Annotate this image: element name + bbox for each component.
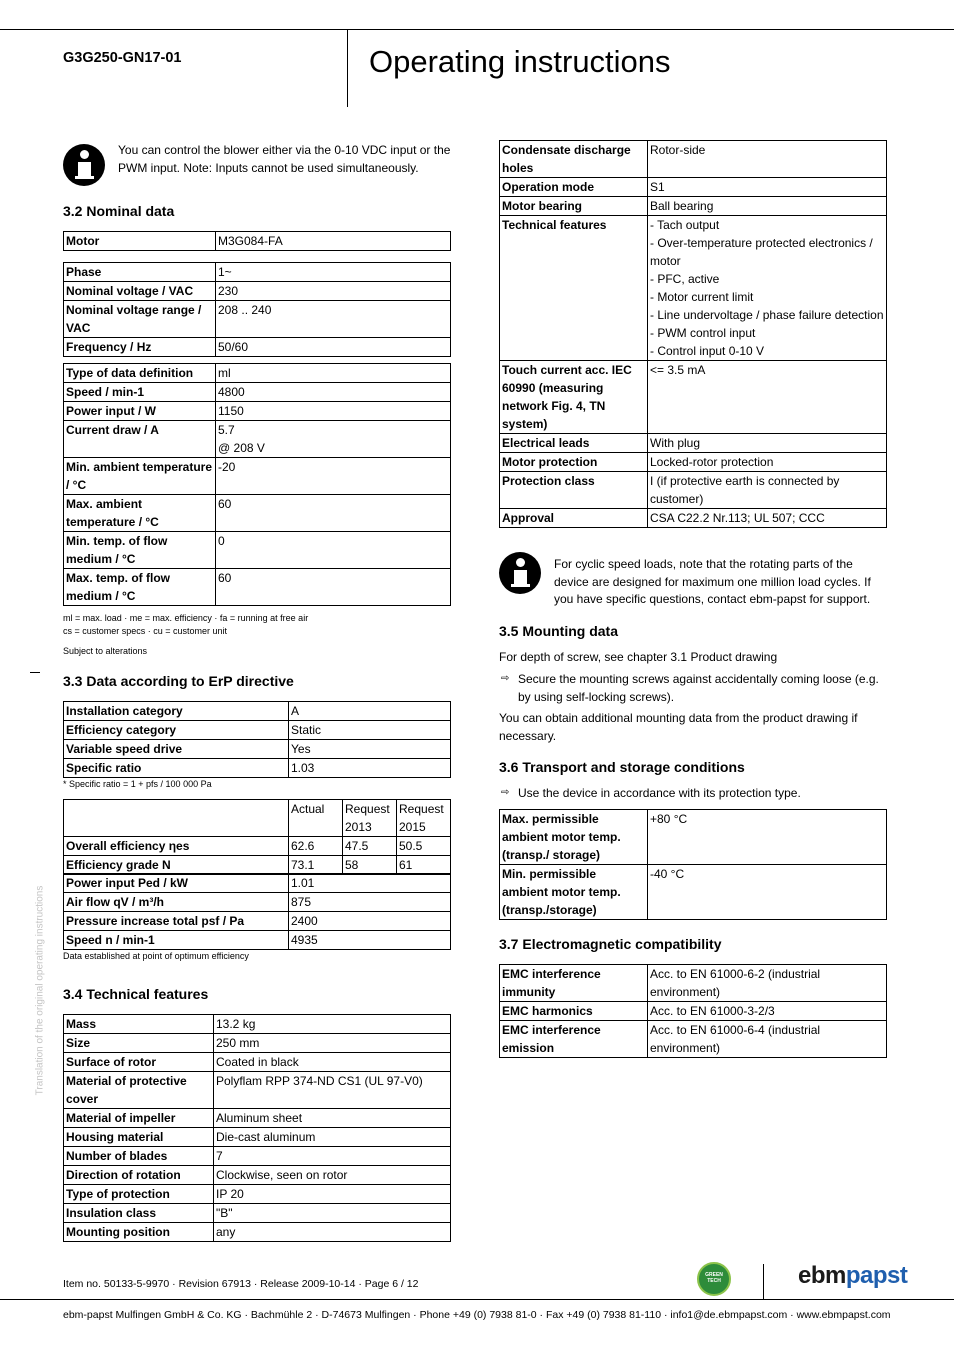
table-row	[64, 421, 451, 458]
table-row	[64, 837, 451, 856]
electrical-table	[63, 262, 451, 357]
table-key: Min. permissible ambient motor temp. (transp./storage)	[500, 865, 648, 920]
info-note-cyclic-loads: For cyclic speed loads, note that the rotating parts of the device are designed for maximum one million load cycles. If you have specific questions, contact ebm-papst for support.	[554, 557, 871, 606]
table-value: Static	[289, 721, 451, 740]
transport-bullet: Use the device in accordance with its protection type.	[518, 786, 801, 800]
table-key: Touch current acc. IEC 60990 (measuring network Fig. 4, TN system)	[500, 361, 648, 434]
logo-part-ebm: ebm	[798, 1262, 846, 1289]
table-value: Clockwise, seen on rotor	[214, 1166, 451, 1185]
table-value: Polyflam RPP 374-ND CS1 (UL 97-V0)	[214, 1072, 451, 1109]
table-row	[64, 532, 451, 569]
table-key: Motor protection	[500, 453, 648, 472]
table-key: Current draw / A	[64, 421, 216, 458]
table-value: 230	[216, 282, 451, 301]
table-value: Yes	[289, 740, 451, 759]
transport-table	[499, 809, 887, 920]
table-row	[64, 740, 451, 759]
mounting-screw-depth: For depth of screw, see chapter 3.1 Product drawing	[499, 650, 778, 664]
section-heading-3-4: 3.4 Technical features	[63, 986, 209, 1002]
table-row	[64, 263, 451, 282]
optimum-efficiency-note: Data established at point of optimum efficiency	[63, 951, 249, 961]
table-value: Acc. to EN 61000-3-2/3	[648, 1002, 887, 1021]
section-heading-3-5: 3.5 Mounting data	[499, 623, 618, 639]
table-value: - Tach output - Over-temperature protected electronics / motor - PFC, active - Motor current limit - Line undervoltage / phase failure detection - PWM control input - Control input 0-10 V	[648, 216, 887, 361]
table-value: Acc. to EN 61000-6-2 (industrial environment)	[648, 965, 887, 1002]
device-specs-table	[499, 140, 887, 528]
table-value: 13.2 kg	[214, 1015, 451, 1034]
table-row	[64, 856, 451, 875]
erp-data-table	[63, 873, 451, 950]
motor-table	[63, 231, 451, 251]
table-value: Acc. to EN 61000-6-4 (industrial environment)	[648, 1021, 887, 1058]
info-icon	[499, 552, 541, 594]
table-value: 50/60	[216, 338, 451, 357]
page-title: Operating instructions	[369, 44, 671, 79]
table-key: Type of data definition	[64, 364, 216, 383]
table-value: 61	[397, 856, 451, 875]
table-value: -20	[216, 458, 451, 495]
table-value: <= 3.5 mA	[648, 361, 887, 434]
table-row	[64, 569, 451, 606]
table-key: Material of impeller	[64, 1109, 214, 1128]
table-row	[64, 458, 451, 495]
footer-rule	[0, 1299, 954, 1300]
header-rule-top	[0, 29, 954, 30]
table-value: 60	[216, 569, 451, 606]
table-key: Number of blades	[64, 1147, 214, 1166]
specific-ratio-footnote: * Specific ratio = 1 + pfs / 100 000 Pa	[63, 779, 212, 789]
table-value: 5.7 @ 208 V	[216, 421, 451, 458]
table-key: Electrical leads	[500, 434, 648, 453]
logo-part-papst: papst	[845, 1262, 908, 1289]
table-key: Air flow qV / m³/h	[64, 893, 289, 912]
table-key: Frequency / Hz	[64, 338, 216, 357]
mounting-bullet: Secure the mounting screws against accidentally coming loose (e.g. by using self-locking screws).	[518, 672, 879, 704]
table-key: Pressure increase total psf / Pa	[64, 912, 289, 931]
sidebar-translation-note: Translation of the original operating instructions	[34, 885, 46, 1096]
table-key: Housing material	[64, 1128, 214, 1147]
table-value: With plug	[648, 434, 887, 453]
item-revision-line: Item no. 50133-5-9970 · Revision 67913 · Release 2009-10-14 · Page 6 / 12	[63, 1278, 419, 1290]
header-divider	[347, 29, 348, 107]
table-value: 47.5	[343, 837, 397, 856]
table-key: Approval	[500, 509, 648, 528]
table-key: Nominal voltage / VAC	[64, 282, 216, 301]
table-key: Speed / min-1	[64, 383, 216, 402]
table-key: Phase	[64, 263, 216, 282]
table-row	[500, 1021, 887, 1058]
table-key: Efficiency grade N	[64, 856, 289, 875]
table-value: 875	[289, 893, 451, 912]
table-row	[500, 178, 887, 197]
mounting-additional: You can obtain additional mounting data from the product drawing if necessary.	[499, 711, 858, 743]
section-heading-3-3: 3.3 Data according to ErP directive	[63, 673, 294, 689]
table-row	[64, 1109, 451, 1128]
table-value: M3G084-FA	[216, 232, 451, 251]
table-row	[500, 810, 887, 865]
table-row	[64, 1053, 451, 1072]
table-key: Surface of rotor	[64, 1053, 214, 1072]
table-row	[500, 965, 887, 1002]
table-row	[64, 232, 451, 251]
subject-to-alterations: Subject to alterations	[63, 646, 148, 656]
table-row	[64, 338, 451, 357]
table-value: 62.6	[289, 837, 343, 856]
table-row	[64, 301, 451, 338]
table-key: EMC interference emission	[500, 1021, 648, 1058]
table-value: A	[289, 702, 451, 721]
table-value: Rotor-side	[648, 141, 887, 178]
legend-line-1: ml = max. load · me = max. efficiency · fa = running at free air	[63, 613, 309, 623]
column-header: Request 2015	[397, 800, 451, 837]
table-key: Power input Ped / kW	[64, 874, 289, 893]
table-value: any	[214, 1223, 451, 1242]
table-key: Speed n / min-1	[64, 931, 289, 950]
table-row	[64, 1034, 451, 1053]
erp-table	[63, 701, 451, 778]
table-value: 7	[214, 1147, 451, 1166]
table-key: Variable speed drive	[64, 740, 289, 759]
table-row	[64, 282, 451, 301]
table-row	[500, 197, 887, 216]
table-value: 73.1	[289, 856, 343, 875]
table-value: 250 mm	[214, 1034, 451, 1053]
emc-table	[499, 964, 887, 1058]
table-row	[500, 141, 887, 178]
greentech-label: GREEN TECH	[705, 1272, 723, 1284]
table-row	[64, 1204, 451, 1223]
table-key: Max. ambient temperature / °C	[64, 495, 216, 532]
table-row	[64, 495, 451, 532]
table-value: 1.01	[289, 874, 451, 893]
table-key: Direction of rotation	[64, 1166, 214, 1185]
table-row	[64, 1072, 451, 1109]
table-key: Condensate discharge holes	[500, 141, 648, 178]
table-key: Insulation class	[64, 1204, 214, 1223]
table-key: Min. temp. of flow medium / °C	[64, 532, 216, 569]
company-address: ebm-papst Mulfingen GmbH & Co. KG · Bachmühle 2 · D-74673 Mulfingen · Phone +49 (0) 7938 81-0 · Fax +49 (0) 7938 81-110 · info1@de.ebmpapst.com · www.ebmpapst.com	[63, 1309, 891, 1321]
table-value: 208 .. 240	[216, 301, 451, 338]
table-row	[64, 800, 451, 837]
table-value: IP 20	[214, 1185, 451, 1204]
table-key: Overall efficiency ηes	[64, 837, 289, 856]
table-key: Mounting position	[64, 1223, 214, 1242]
table-value: 2400	[289, 912, 451, 931]
table-row	[500, 865, 887, 920]
table-row	[64, 383, 451, 402]
table-value: I (if protective earth is connected by customer)	[648, 472, 887, 509]
section-heading-3-2: 3.2 Nominal data	[63, 203, 175, 219]
arrow-bullet-icon: ⇨	[501, 787, 510, 798]
table-value: 4935	[289, 931, 451, 950]
column-header: Request 2013	[343, 800, 397, 837]
table-value: 0	[216, 532, 451, 569]
efficiency-table	[63, 799, 451, 875]
table-row	[64, 1015, 451, 1034]
table-row	[64, 893, 451, 912]
model-number: G3G250-GN17-01	[63, 50, 182, 66]
table-key: Efficiency category	[64, 721, 289, 740]
table-value: Coated in black	[214, 1053, 451, 1072]
section-heading-3-7: 3.7 Electromagnetic compatibility	[499, 936, 722, 952]
table-row	[64, 1147, 451, 1166]
table-key: Min. ambient temperature / °C	[64, 458, 216, 495]
table-value: 1~	[216, 263, 451, 282]
table-value: 58	[343, 856, 397, 875]
table-key: Max. permissible ambient motor temp. (transp./ storage)	[500, 810, 648, 865]
table-row	[64, 1128, 451, 1147]
table-key: Power input / W	[64, 402, 216, 421]
table-value: 60	[216, 495, 451, 532]
table-value: ml	[216, 364, 451, 383]
table-value: 1150	[216, 402, 451, 421]
table-value: "B"	[214, 1204, 451, 1223]
table-key	[64, 800, 289, 837]
greentech-logo	[697, 1262, 731, 1296]
table-row	[64, 702, 451, 721]
table-row	[64, 912, 451, 931]
info-icon	[63, 144, 105, 186]
footer-divider	[763, 1264, 764, 1300]
arrow-bullet-icon: ⇨	[501, 673, 510, 684]
ebmpapst-logo	[798, 1262, 907, 1290]
table-value: 4800	[216, 383, 451, 402]
table-row	[64, 759, 451, 778]
table-row	[64, 364, 451, 383]
table-row	[64, 874, 451, 893]
table-row	[500, 453, 887, 472]
table-key: EMC harmonics	[500, 1002, 648, 1021]
table-key: Installation category	[64, 702, 289, 721]
table-key: Material of protective cover	[64, 1072, 214, 1109]
table-key: Type of protection	[64, 1185, 214, 1204]
table-row	[500, 472, 887, 509]
table-key: Motor bearing	[500, 197, 648, 216]
table-row	[500, 434, 887, 453]
technical-features-table	[63, 1014, 451, 1242]
table-value: Ball bearing	[648, 197, 887, 216]
table-value: S1	[648, 178, 887, 197]
table-row	[500, 509, 887, 528]
table-row	[64, 1223, 451, 1242]
table-row	[500, 216, 887, 361]
table-row	[64, 402, 451, 421]
table-row	[64, 1166, 451, 1185]
table-row	[64, 931, 451, 950]
table-key: Nominal voltage range / VAC	[64, 301, 216, 338]
table-value: +80 °C	[648, 810, 887, 865]
table-key: Technical features	[500, 216, 648, 361]
table-key: Motor	[64, 232, 216, 251]
table-key: Operation mode	[500, 178, 648, 197]
table-row	[64, 721, 451, 740]
performance-table	[63, 363, 451, 606]
legend-line-2: cs = customer specs · cu = customer unit	[63, 626, 228, 636]
section-heading-3-6: 3.6 Transport and storage conditions	[499, 759, 745, 775]
table-value: Locked-rotor protection	[648, 453, 887, 472]
table-value: Aluminum sheet	[214, 1109, 451, 1128]
column-header: Actual	[289, 800, 343, 837]
table-key: EMC interference immunity	[500, 965, 648, 1002]
margin-mark	[30, 672, 40, 673]
table-row	[500, 361, 887, 434]
table-value: CSA C22.2 Nr.113; UL 507; CCC	[648, 509, 887, 528]
info-note-control: You can control the blower either via the 0-10 VDC input or the PWM input. Note: Inputs cannot be used simultaneously.	[118, 143, 451, 175]
table-key: Max. temp. of flow medium / °C	[64, 569, 216, 606]
table-key: Specific ratio	[64, 759, 289, 778]
table-value: -40 °C	[648, 865, 887, 920]
table-value: Die-cast aluminum	[214, 1128, 451, 1147]
table-key: Mass	[64, 1015, 214, 1034]
table-key: Size	[64, 1034, 214, 1053]
table-value: 1.03	[289, 759, 451, 778]
table-key: Protection class	[500, 472, 648, 509]
table-row	[64, 1185, 451, 1204]
table-row	[500, 1002, 887, 1021]
table-value: 50.5	[397, 837, 451, 856]
